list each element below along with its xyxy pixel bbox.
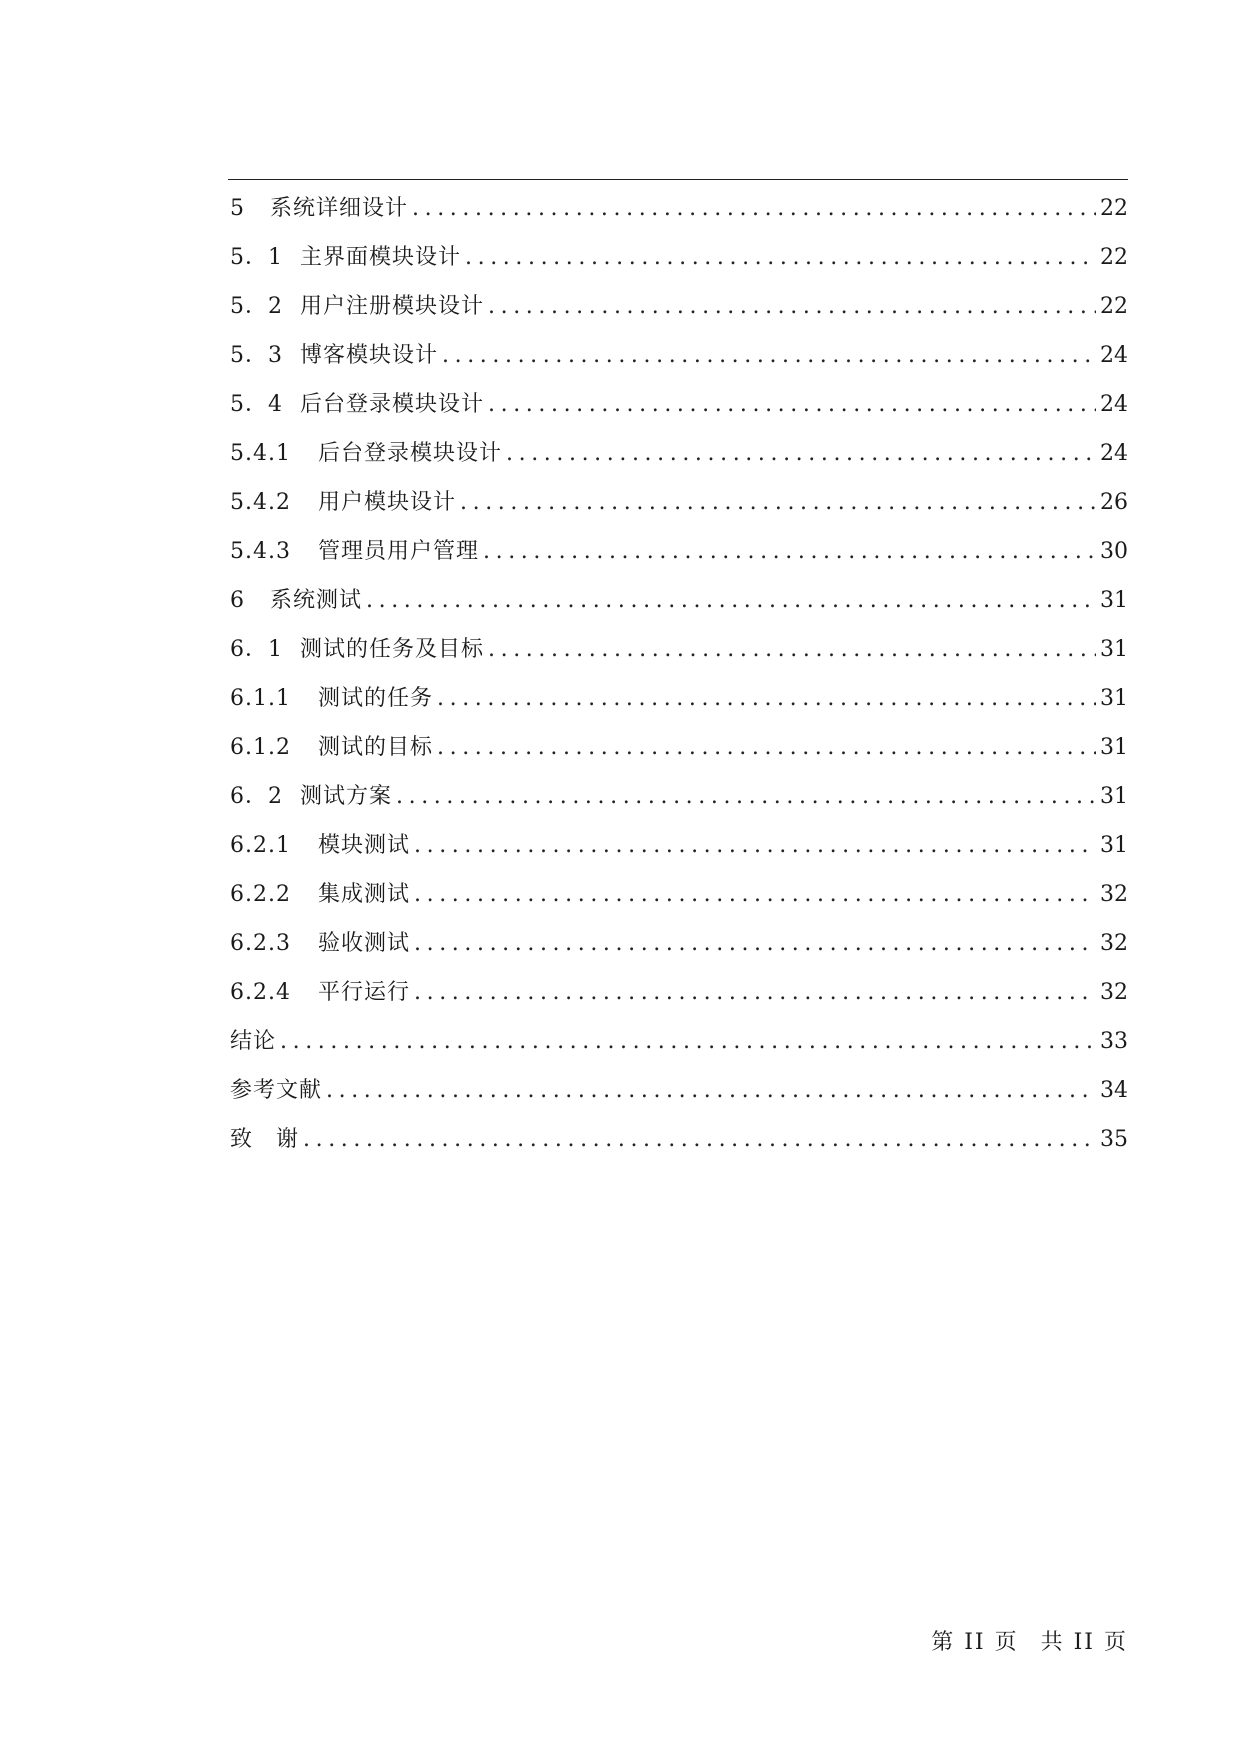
toc-leader-dots xyxy=(488,282,1096,331)
toc-entry-title: 测试的目标 xyxy=(318,735,434,760)
toc-entry-title: 集成测试 xyxy=(318,882,411,907)
toc-entry-number: 6.2.4 xyxy=(230,980,291,1005)
header-rule xyxy=(228,179,1128,180)
toc-entry-page: 34 xyxy=(1100,1078,1128,1103)
toc-entry-title: 管理员用户管理 xyxy=(318,539,480,564)
toc-entry[interactable] xyxy=(230,478,1128,527)
toc-entry-page: 32 xyxy=(1100,882,1128,907)
toc-entry-page: 24 xyxy=(1100,392,1128,417)
toc-entry[interactable] xyxy=(230,429,1128,478)
toc-entry-title: 用户注册模块设计 xyxy=(300,294,485,319)
toc-entry-number: 5 xyxy=(230,196,245,221)
toc-entry-title: 模块测试 xyxy=(318,833,411,858)
toc-entry[interactable] xyxy=(230,233,1128,282)
toc-entry-title: 系统测试 xyxy=(270,588,363,613)
toc-entry-title: 系统详细设计 xyxy=(270,196,409,221)
toc-entry-number: 6.1.2 xyxy=(230,735,291,760)
toc-entry-number: 5.4.1 xyxy=(230,441,291,466)
toc-entry[interactable] xyxy=(230,919,1128,968)
toc-leader-dots xyxy=(414,919,1096,968)
toc-entry[interactable] xyxy=(230,282,1128,331)
toc-leader-dots xyxy=(366,576,1096,625)
toc-entry-page: 32 xyxy=(1100,931,1128,956)
toc-entry-number: 6.2.2 xyxy=(230,882,291,907)
toc-entry-number: 6.2.3 xyxy=(230,931,291,956)
toc-entry-page: 22 xyxy=(1100,196,1128,221)
toc-entry-page: 31 xyxy=(1100,784,1128,809)
toc-entry-title: 参考文献 xyxy=(230,1078,323,1103)
toc-entry-number: 6．2 xyxy=(230,784,283,809)
toc-leader-dots xyxy=(488,625,1096,674)
toc-leader-dots xyxy=(396,772,1096,821)
toc-entry-title: 主界面模块设计 xyxy=(300,245,462,270)
toc-entry-number: 5.4.2 xyxy=(230,490,291,515)
toc-entry[interactable] xyxy=(230,821,1128,870)
toc-entry-number: 5．1 xyxy=(230,245,283,270)
toc-entry-title: 测试的任务及目标 xyxy=(300,637,485,662)
toc-leader-dots xyxy=(483,527,1096,576)
toc-leader-dots xyxy=(280,1017,1096,1066)
toc-entry-title: 致 谢 xyxy=(230,1127,300,1152)
toc-entry[interactable] xyxy=(230,380,1128,429)
toc-entry-page: 22 xyxy=(1100,245,1128,270)
toc-entry-title: 平行运行 xyxy=(318,980,411,1005)
toc-entry-page: 31 xyxy=(1100,588,1128,613)
toc-entry-number: 6．1 xyxy=(230,637,283,662)
table-of-contents xyxy=(230,184,1128,1164)
toc-entry[interactable] xyxy=(230,723,1128,772)
page-footer xyxy=(931,1625,1128,1656)
toc-leader-dots xyxy=(442,331,1096,380)
toc-entry-title: 测试方案 xyxy=(300,784,393,809)
toc-leader-dots xyxy=(414,968,1096,1017)
toc-entry-title: 结论 xyxy=(230,1029,277,1054)
toc-entry[interactable] xyxy=(230,870,1128,919)
toc-entry-page: 24 xyxy=(1100,343,1128,368)
toc-entry[interactable] xyxy=(230,184,1128,233)
toc-entry-number: 5.4.3 xyxy=(230,539,291,564)
toc-entry-number: 6.1.1 xyxy=(230,686,291,711)
toc-leader-dots xyxy=(460,478,1096,527)
toc-entry-page: 35 xyxy=(1100,1127,1128,1152)
toc-entry[interactable] xyxy=(230,968,1128,1017)
toc-entry-title: 测试的任务 xyxy=(318,686,434,711)
toc-entry-page: 32 xyxy=(1100,980,1128,1005)
toc-leader-dots xyxy=(437,723,1096,772)
toc-entry-number: 6 xyxy=(230,588,245,613)
toc-entry-number: 5．2 xyxy=(230,294,283,319)
toc-leader-dots xyxy=(326,1066,1096,1115)
toc-entry-title: 验收测试 xyxy=(318,931,411,956)
toc-leader-dots xyxy=(303,1115,1096,1164)
toc-entry-title: 博客模块设计 xyxy=(300,343,439,368)
toc-entry-number: 5．4 xyxy=(230,392,283,417)
toc-leader-dots xyxy=(506,429,1096,478)
toc-entry-page: 31 xyxy=(1100,686,1128,711)
toc-leader-dots xyxy=(488,380,1096,429)
toc-entry-title: 后台登录模块设计 xyxy=(300,392,485,417)
toc-entry-page: 26 xyxy=(1100,490,1128,515)
toc-entry-number: 6.2.1 xyxy=(230,833,291,858)
toc-leader-dots xyxy=(414,821,1096,870)
toc-entry[interactable] xyxy=(230,331,1128,380)
toc-entry-number: 5．3 xyxy=(230,343,283,368)
toc-leader-dots xyxy=(412,184,1096,233)
toc-entry-page: 31 xyxy=(1100,637,1128,662)
toc-entry-page: 31 xyxy=(1100,833,1128,858)
toc-leader-dots xyxy=(414,870,1096,919)
toc-entry[interactable] xyxy=(230,772,1128,821)
toc-entry-page: 31 xyxy=(1100,735,1128,760)
toc-entry[interactable] xyxy=(230,576,1128,625)
total-pages-label: 共 II 页 xyxy=(1040,1630,1128,1655)
toc-entry[interactable] xyxy=(230,1066,1128,1115)
toc-entry-page: 24 xyxy=(1100,441,1128,466)
toc-entry-title: 用户模块设计 xyxy=(318,490,457,515)
toc-entry[interactable] xyxy=(230,625,1128,674)
current-page-label: 第 II 页 xyxy=(931,1630,1019,1655)
toc-leader-dots xyxy=(465,233,1096,282)
toc-entry[interactable] xyxy=(230,1115,1128,1164)
toc-entry-title: 后台登录模块设计 xyxy=(318,441,503,466)
toc-entry-page: 33 xyxy=(1100,1029,1128,1054)
toc-entry-page: 22 xyxy=(1100,294,1128,319)
toc-entry[interactable] xyxy=(230,674,1128,723)
toc-entry[interactable] xyxy=(230,1017,1128,1066)
toc-entry[interactable] xyxy=(230,527,1128,576)
toc-entry-page: 30 xyxy=(1100,539,1128,564)
toc-leader-dots xyxy=(437,674,1096,723)
